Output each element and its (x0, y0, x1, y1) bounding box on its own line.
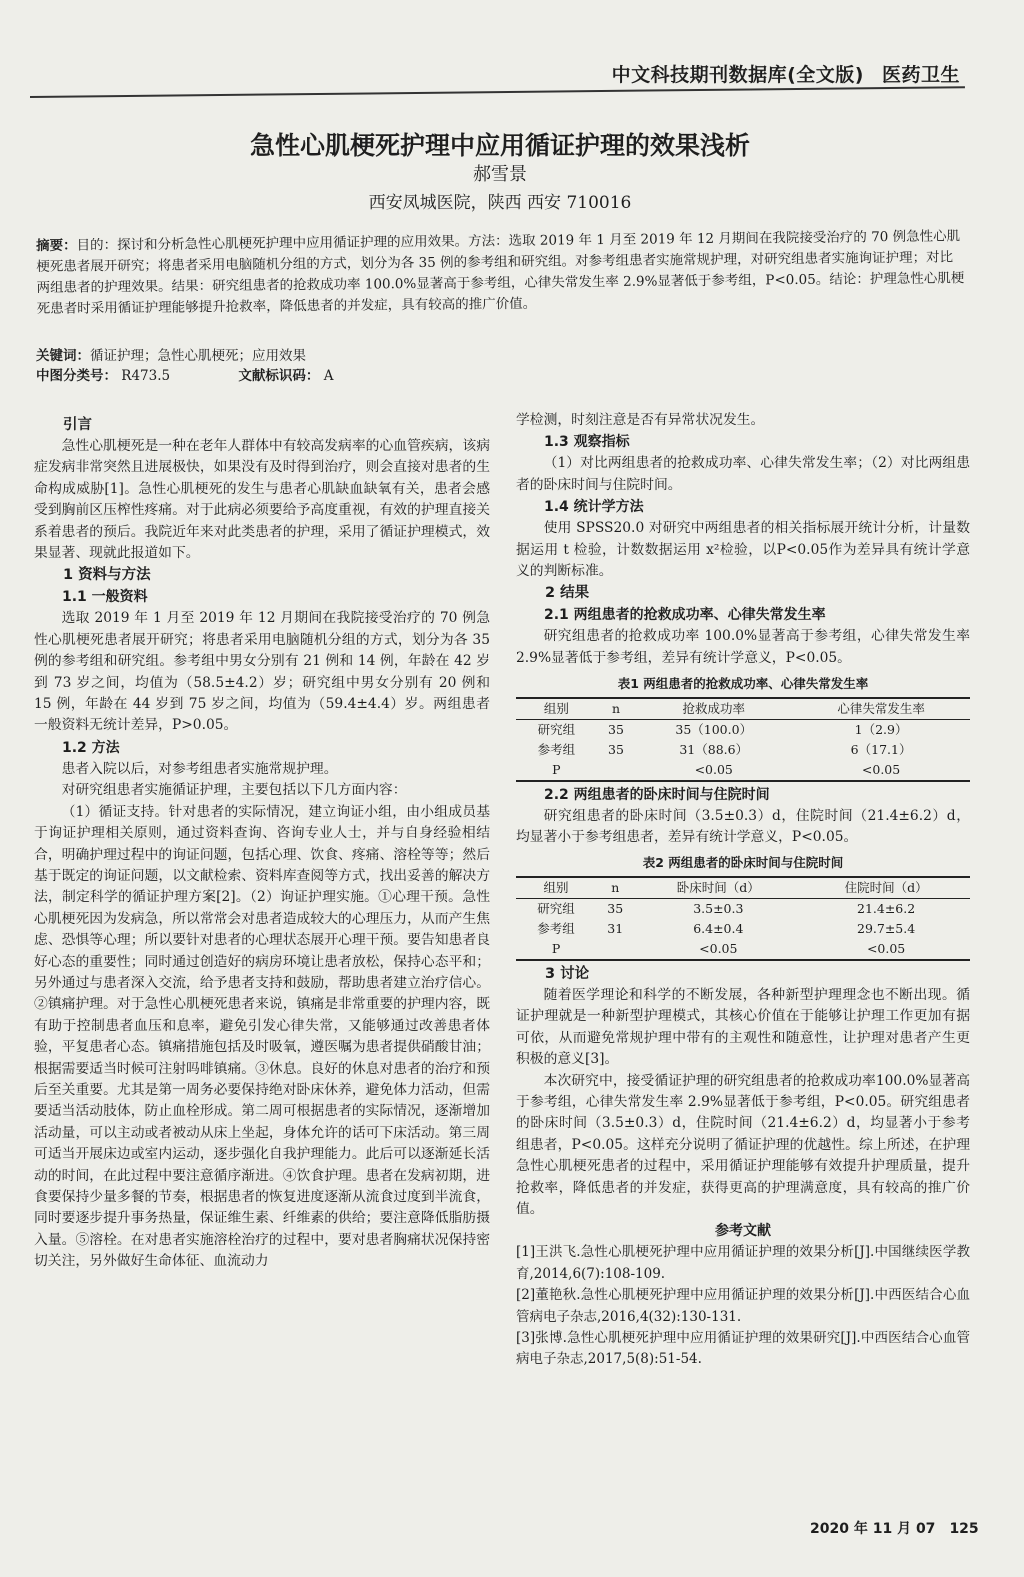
table-row (516, 760, 970, 781)
paragraph: （1）对比两组患者的抢救成功率、心律失常发生率；（2）对比两组患者的卧床时间与住院时间。 (516, 455, 970, 493)
table-cell: 参考组 (537, 741, 576, 757)
table-cell: 研究组 (537, 721, 576, 737)
doc-code-label: 文献标识码： (238, 368, 320, 384)
table-caption: 表1 两组患者的抢救成功率、心律失常发生率 (617, 676, 869, 692)
table-cell: 31 (607, 920, 624, 936)
article-title: 急性心肌梗死护理中应用循证护理的效果浅析 (249, 131, 750, 160)
author-affiliation: 西安凤城医院，陕西 西安 710016 (368, 193, 632, 213)
table-cell (596, 939, 634, 960)
table-row (516, 898, 970, 919)
subsection-heading: 2.2 两组患者的卧床时间与住院时间 (544, 786, 770, 803)
table-cell: 研究组 (537, 900, 575, 916)
table-header-cell: n (611, 700, 621, 716)
paragraph: 学检测，时刻注意是否有异常状况发生。 (516, 412, 765, 428)
table-header-cell: 心律失常发生率 (837, 700, 925, 716)
table-row (516, 939, 970, 960)
keywords (36, 344, 306, 364)
table-cell: 29.7±5.4 (857, 920, 916, 936)
subsection-heading: 1.4 统计学方法 (544, 499, 644, 516)
table-cell: 31（88.6） (679, 741, 749, 757)
clc-code: R473.5 (121, 368, 171, 384)
table-header-cell: 组别 (543, 879, 569, 895)
table-row (516, 919, 970, 939)
abstract (36, 226, 967, 320)
paragraph: 急性心肌梗死是一种在老年人群体中有较高发病率的心血管疾病，该病症发病非常突然且进展极快，如果没有及时得到治疗，则会直接对患者的生命构成威胁[1]。急性心肌梗死的发生与患者心肌缺血缺氧有关，患者会感受到胸前区压榨性疼痛。对于此病必须要给予高度重视，有效的护理直接关系着患者的预后。我院近年来对此类患者的护理，采用了循证护理模式，效果显著、现就此报道如下。 (34, 438, 490, 562)
table-cell: 6.4±0.4 (693, 920, 744, 936)
left-column (34, 414, 490, 1273)
references-heading: 参考文献 (715, 1223, 771, 1240)
abstract-text: 目的：探讨和分析急性心肌梗死护理中应用循证护理的应用效果。方法：选取 2019 年 1 月至 2019 年 12 月期间在我院接受治疗的 70 例急性心肌梗死患者展开研究；将患者采用电脑随机分组的方式，划分为各 35 例的参考组和研究组。对参考组患者实施常规护理，对研究组患者实施询证护理；对比两组患者的护理效果。结果：研究组患者的抢救成功率 100.0%显著高于参考组，心律失常发生率 2.9%显著低于参考组，P<0.05。结论：护理急性心肌梗死患者时采用循证护理能够提升抢救率，降低患者的并发症，具有较高的推广价值。 (36, 228, 965, 317)
section-heading: 1 资料与方法 (63, 567, 151, 584)
table-header-cell: n (611, 879, 620, 895)
paragraph: 随着医学理论和科学的不断发展，各种新型护理理念也不断出现。循证护理就是一种新型护理模式，其核心价值在于能够让护理工作更加有据可依，从而避免常规护理中带有的主观性和随意性，让护理对患者产生更积极的意义[3]。 (516, 986, 970, 1068)
classification (36, 364, 333, 384)
reference-item: [1]王洪飞.急性心肌梗死护理中应用循证护理的效果分析[J].中国继续医学教育,2014,6(7):108-109. (516, 1244, 970, 1282)
table-cell: 35 (608, 721, 624, 737)
table-1 (516, 671, 970, 781)
issue-date: 2020 年 11 月 07 (810, 1521, 936, 1537)
paragraph: 研究组患者的卧床时间（3.5±0.3）d，住院时间（21.4±6.2）d，均显著小于参考组患者，差异有统计学意义，P<0.05。 (516, 807, 970, 846)
table-cell: 参考组 (537, 920, 575, 936)
keywords-text: 循证护理；急性心肌梗死；应用效果 (90, 348, 306, 364)
table-cell: 1（2.9） (854, 721, 908, 737)
subsection-heading: 1.3 观察指标 (544, 434, 630, 451)
table-cell (597, 760, 636, 781)
abstract-label: 摘要： (36, 237, 77, 254)
table-cell: 6（17.1） (850, 741, 912, 757)
table-cell: 35 (607, 900, 624, 916)
table-cell: <0.05 (694, 761, 733, 777)
page-footer (810, 1518, 979, 1538)
table-header-cell: 抢救成功率 (682, 700, 745, 716)
table-cell: <0.05 (866, 940, 906, 956)
paragraph: 对研究组患者实施循证护理，主要包括以下几方面内容： (61, 782, 407, 799)
paragraph: 研究组患者的抢救成功率 100.0%显著高于参考组，心律失常发生率 2.9%显著低于参考组，差异有统计学意义，P<0.05。 (516, 628, 970, 666)
subsection-heading: 2.1 两组患者的抢救成功率、心律失常发生率 (544, 607, 826, 624)
table-cell: P (551, 940, 561, 956)
table-cell: <0.05 (861, 761, 901, 777)
table-cell: 35 (608, 741, 624, 757)
table-row (516, 740, 970, 760)
paragraph: （1）循证支持。针对患者的实际情况，建立询证小组，由小组成员基于询证护理相关原则，通过资料查询、咨询专业人士，并与自身经验相结合，明确护理过程中的询证问题，包括心理、饮食、疼痛、溶栓等等；然后基于既定的询证问题，以文献检索、资料库查阅等方式，找出妥善的解决方法，制定科学的循证护理方案[2]。（2）询证护理实施。①心理干预。急性心肌梗死因为发病急，所以常常会对患者造成较大的心理压力，从而产生焦虑、恐惧等心理；所以要针对患者的心理状态展开心理干预。要告知患者良好心态的重要性；同时通过创造好的病房环境让患者放松，保持心态平和；另外通过与患者深入交流，给予患者支持和鼓励，帮助患者建立治疗信心。②镇痛护理。对于急性心肌梗死患者来说，镇痛是非常重要的护理内容，既有助于控制患者血压和息率，避免引发心律失常，又能够通过改善患者体验，平复患者心态。镇痛措施包括及时吸氧，遵医嘱为患者提供硝酸甘油；根据需要适当时候可注射吗啡镇痛。③休息。良好的休息对患者的治疗和预后至关重要。尤其是第一周务必要保持绝对卧床休养，避免体力活动，但需要适当活动肢体，防止血栓形成。第二周可根据患者的实际情况，逐渐增加活动量，可以主动或者被动从床上坐起，身体允许的话可下床活动。第三周可适当开展床边或室内运动，逐步强化自我护理能力。此后可以逐渐延长活动的时间，在此过程中要注意循序渐进。④饮食护理。患者在发病初期，进食要保持少量多餐的节奏，根据患者的恢复进度逐渐从流食过度到半流食，同时要逐步提升事务热量，保证维生素、纤维素的供给；要注意降低脂肪摄入量。⑤溶栓。在对患者实施溶栓治疗的过程中，要对患者胸痛状况保持密切关注，另外做好生命体征、血流动力 (34, 803, 490, 1270)
subsection-heading: 1.2 方法 (62, 739, 120, 756)
table-cell: 3.5±0.3 (693, 900, 744, 916)
table-header-cell: 住院时间（d） (844, 879, 928, 895)
table-header-cell: 组别 (543, 700, 569, 716)
paragraph: 使用 SPSS20.0 对研究中两组患者的相关指标展开统计分析，计量数据运用 t 检验，计数数据运用 x²检验，以P<0.05作为差异具有统计学意义的判断标准。 (516, 520, 970, 580)
section-heading: 引言 (63, 417, 92, 433)
table-cell: P (552, 761, 561, 777)
journal-header (612, 60, 960, 87)
table-cell: 21.4±6.2 (857, 900, 916, 916)
right-column (516, 410, 970, 1371)
table-caption: 表2 两组患者的卧床时间与住院时间 (642, 855, 844, 871)
table-header-cell: 卧床时间（d） (676, 879, 760, 895)
journal-section: 医药卫生 (881, 64, 960, 86)
paragraph: 患者入院以后，对参考组患者实施常规护理。 (61, 760, 338, 777)
paragraph: 本次研究中，接受循证护理的研究组患者的抢救成功率100.0%显著高于参考组，心律失常发生率 2.9%显著低于参考组，P<0.05。研究组患者的卧床时间（3.5±0.3）d，住院时间（21.4±6.2）d，均显著小于参考组患者，P<0.05。这样充分说明了循证护理的优越性。综上所述，在护理急性心肌梗死患者的过程中，采用循证护理能够有效提升护理质量，提升抢救率，降低患者的并发症，获得更高的护理满意度，具有较高的推广价值。 (516, 1072, 970, 1217)
table-header-row (516, 698, 970, 720)
table-header-row (516, 877, 970, 899)
table-row (516, 719, 970, 740)
article-author: 郝雪景 (473, 164, 527, 185)
section-heading: 3 讨论 (545, 965, 590, 982)
table-2 (516, 850, 970, 960)
reference-item: [3]张博.急性心肌梗死护理中应用循证护理的效果研究[J].中西医结合心血管病电子杂志,2017,5(8):51-54. (516, 1329, 970, 1368)
section-heading: 2 结果 (545, 585, 590, 602)
subsection-heading: 1.1 一般资料 (62, 589, 148, 606)
doc-code: A (323, 368, 334, 384)
paragraph: 选取 2019 年 1 月至 2019 年 12 月期间在我院接受治疗的 70 例急性心肌梗死患者展开研究；将患者采用电脑随机分组的方式，划分为各 35 例的参考组和研究组。参考组中男女分别有 21 例和 14 例，年龄在 42 岁到 73 岁之间，均值为（58.5±4.2）岁；研究组中男女分别有 20 例和 15 例，年龄在 44 岁到 75 岁之间，均值为（59.4±4.4）岁。两组患者一般资料无统计差异，P>0.05。 (34, 610, 490, 734)
reference-item: [2]董艳秋.急性心肌梗死护理中应用循证护理的效果分析[J].中西医结合心血管病电子杂志,2016,4(32):130-131. (516, 1287, 970, 1325)
journal-name: 中文科技期刊数据库(全文版) (611, 64, 864, 86)
table-cell: <0.05 (699, 940, 738, 956)
table-cell: 35（100.0） (675, 721, 753, 737)
header-rule (30, 86, 965, 98)
references (516, 1220, 970, 1370)
clc-label: 中图分类号： (36, 368, 117, 384)
keywords-label: 关键词： (36, 348, 90, 364)
page-number: 125 (949, 1521, 979, 1537)
